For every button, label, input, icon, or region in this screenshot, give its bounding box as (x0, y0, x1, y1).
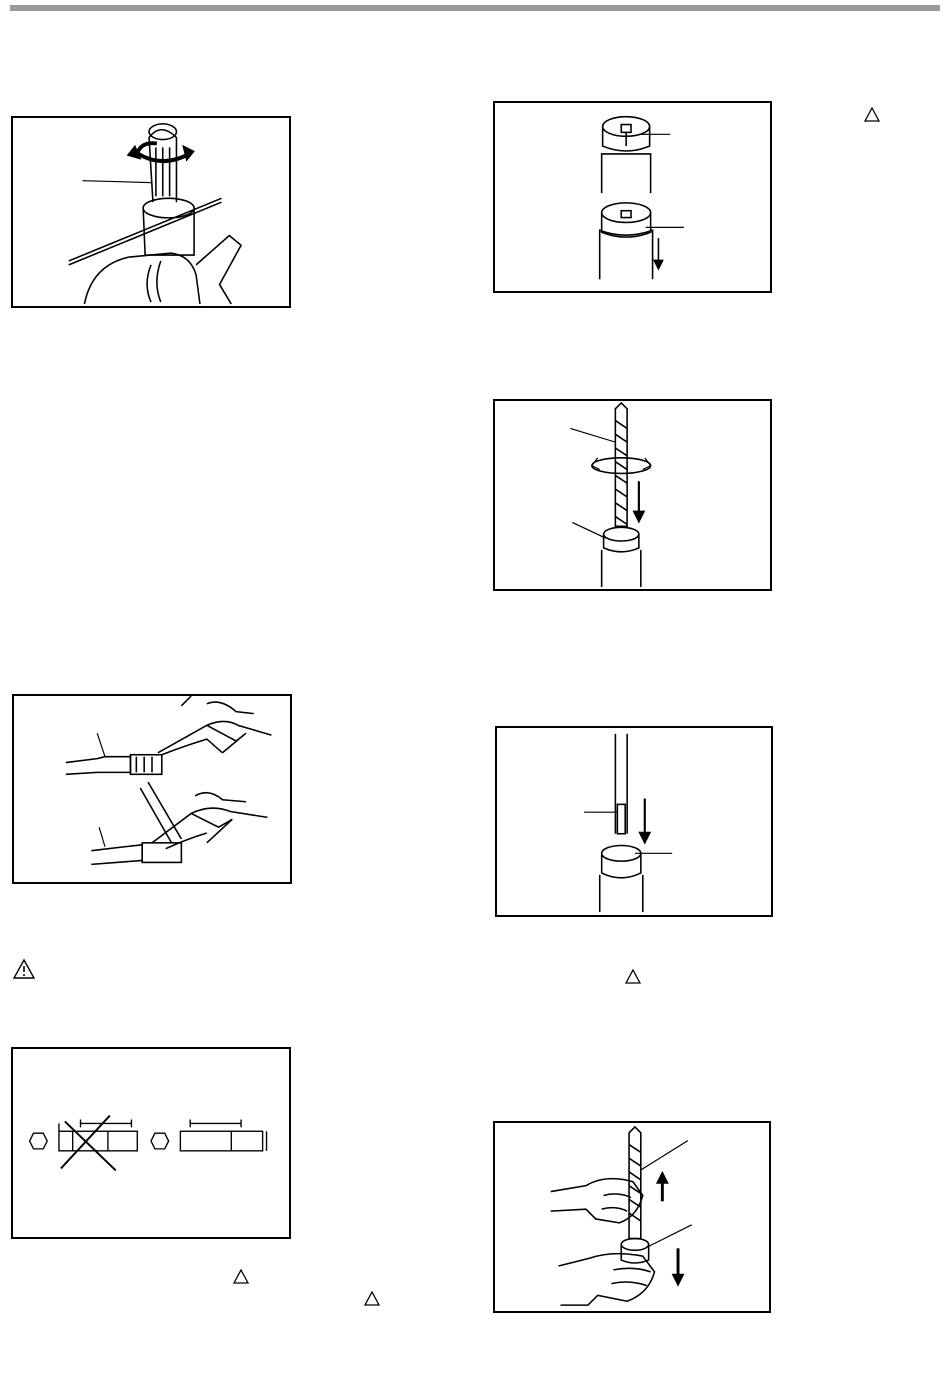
triangle-icon (864, 107, 880, 123)
bit-insertion-illustration (495, 401, 770, 589)
triangle-icon (364, 1291, 380, 1307)
triangle-icon (625, 969, 641, 985)
figure-bit-insertion (493, 399, 772, 591)
bit-removal-illustration (495, 1123, 769, 1311)
dust-cup-illustration (497, 728, 771, 915)
side-grip-illustration (13, 118, 289, 306)
figure-chuck-cover (493, 101, 772, 293)
triangle-icon (233, 1269, 249, 1285)
shank-types-illustration (13, 1049, 289, 1237)
header-rule (10, 5, 940, 11)
chuck-cover-illustration (495, 103, 770, 291)
warning-icon (13, 959, 35, 979)
figure-bit-removal (493, 1121, 771, 1313)
figure-side-grip (11, 116, 291, 308)
figure-dust-cup (495, 726, 773, 917)
grease-shank-illustration (14, 696, 290, 882)
figure-shank-types (11, 1047, 291, 1239)
figure-grease-shank (12, 694, 292, 884)
